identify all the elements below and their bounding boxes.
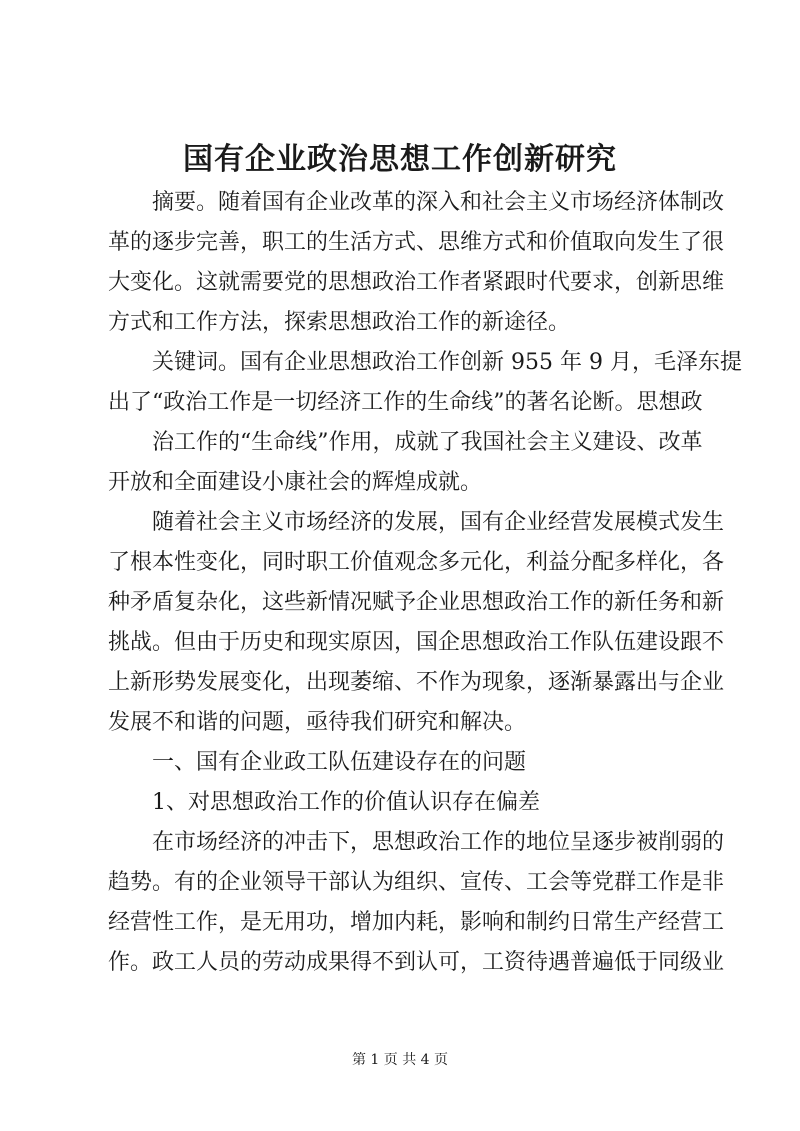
- body-line: 上新形势发展变化，出现萎缩、不作为现象，逐渐暴露出与企业: [108, 670, 725, 695]
- body-line: 挑战。但由于历史和现实原因，国企思想政治工作队伍建设跟不: [108, 630, 725, 655]
- document-title: 国有企业政治思想工作创新研究: [183, 142, 617, 177]
- subsection-heading: 1、对思想政治工作的价值认识存在偏差: [152, 790, 540, 815]
- page-footer: 第 1 页 共 4 页: [351, 1052, 449, 1068]
- body-line: 发展不和谐的问题，亟待我们研究和解决。: [108, 710, 527, 735]
- document-body: [108, 183, 742, 983]
- body-line: 了根本性变化，同时职工价值观念多元化，利益分配多样化，各: [108, 550, 725, 575]
- section-heading: 一、国有企业政工队伍建设存在的问题: [152, 750, 527, 775]
- body-line: 方式和工作方法，探索思想政治工作的新途径。: [108, 310, 571, 335]
- body-line: 开放和全面建设小康社会的辉煌成就。: [108, 470, 483, 495]
- body-line: 在市场经济的冲击下，思想政治工作的地位呈逐步被削弱的: [152, 830, 725, 855]
- body-line: 趋势。有的企业领导干部认为组织、宣传、工会等党群工作是非: [108, 870, 725, 895]
- body-line: 革的逐步完善，职工的生活方式、思维方式和价值取向发生了很: [108, 230, 725, 255]
- body-line: 经营性工作，是无用功，增加内耗，影响和制约日常生产经营工: [108, 910, 725, 935]
- body-line: 摘要。随着国有企业改革的深入和社会主义市场经济体制改: [152, 190, 725, 215]
- body-line: 治工作的“生命线”作用，成就了我国社会主义建设、改革: [152, 430, 703, 455]
- body-line: 出了“政治工作是一切经济工作的生命线”的著名论断。思想政: [108, 390, 703, 415]
- body-line: 随着社会主义市场经济的发展，国有企业经营发展模式发生: [152, 510, 725, 535]
- body-line: 种矛盾复杂化，这些新情况赋予企业思想政治工作的新任务和新: [108, 590, 725, 615]
- body-line: 大变化。这就需要党的思想政治工作者紧跟时代要求，创新思维: [108, 270, 725, 295]
- body-line: 作。政工人员的劳动成果得不到认可，工资待遇普遍低于同级业: [108, 950, 725, 975]
- body-line: 关键词。国有企业思想政治工作创新 955 年 9 月，毛泽东提: [152, 350, 742, 375]
